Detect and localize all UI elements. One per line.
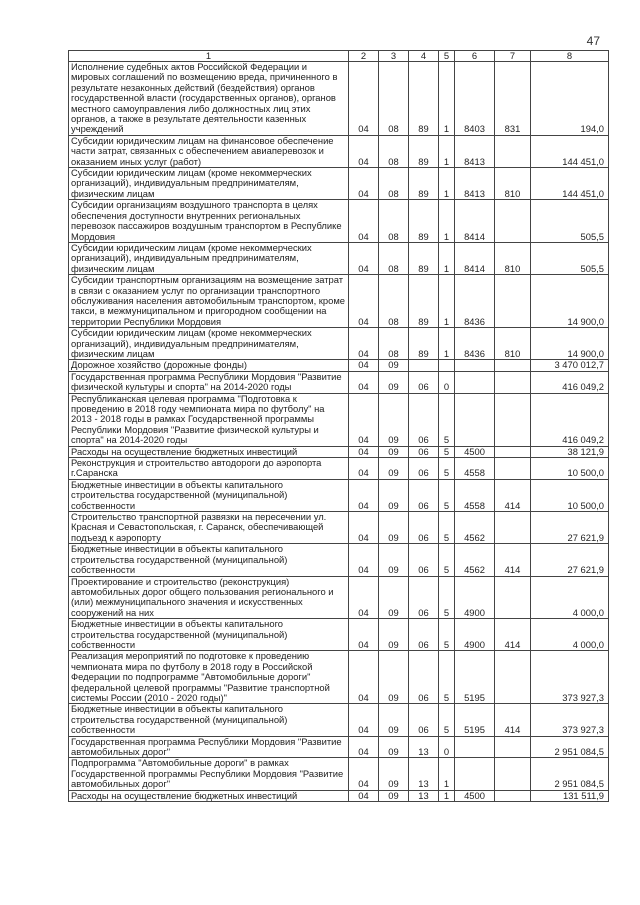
section-code: 04 bbox=[349, 576, 379, 619]
expense-type-code bbox=[495, 446, 531, 457]
row-description: Субсидии организациям воздушного транспорта в целях обеспечения доступности внутренних региональных перевозок пассажиров воздушным транспортом в Республике Мордовия bbox=[69, 200, 349, 243]
subsection-code: 09 bbox=[379, 371, 409, 393]
expense-type-code bbox=[495, 275, 531, 328]
table-row bbox=[69, 790, 609, 801]
article-code bbox=[455, 736, 495, 758]
amount-value: 373 927,3 bbox=[531, 651, 609, 704]
table-row bbox=[69, 479, 609, 511]
section-code: 04 bbox=[349, 135, 379, 167]
row-description: Строительство транспортной развязки на пересечении ул. Красная и Севастопольская, г. Саранск, обеспечивающей подъезд к аэропорту bbox=[69, 512, 349, 544]
column-header: 1 bbox=[69, 51, 349, 62]
program-code: 13 bbox=[409, 736, 439, 758]
section-code: 04 bbox=[349, 458, 379, 480]
column-header: 8 bbox=[531, 51, 609, 62]
section-code: 04 bbox=[349, 479, 379, 511]
subprogram-code: 1 bbox=[439, 168, 455, 200]
table-row bbox=[69, 544, 609, 576]
subsection-code: 09 bbox=[379, 479, 409, 511]
article-code: 8414 bbox=[455, 242, 495, 274]
amount-value: 416 049,2 bbox=[531, 371, 609, 393]
subsection-code: 09 bbox=[379, 446, 409, 457]
subsection-code: 08 bbox=[379, 135, 409, 167]
subprogram-code: 5 bbox=[439, 651, 455, 704]
section-code: 04 bbox=[349, 275, 379, 328]
article-code: 8403 bbox=[455, 62, 495, 136]
article-code: 8436 bbox=[455, 275, 495, 328]
table-row bbox=[69, 360, 609, 371]
table-row bbox=[69, 651, 609, 704]
row-description: Субсидии юридическим лицам на финансовое обеспечение части затрат, связанных с обеспечением авиаперевозок и оказанием иных услуг (работ) bbox=[69, 135, 349, 167]
section-code: 04 bbox=[349, 200, 379, 243]
expense-type-code bbox=[495, 736, 531, 758]
amount-value: 14 900,0 bbox=[531, 328, 609, 360]
amount-value: 373 927,3 bbox=[531, 704, 609, 736]
table-row bbox=[69, 135, 609, 167]
article-code: 4900 bbox=[455, 619, 495, 651]
subprogram-code: 1 bbox=[439, 275, 455, 328]
subsection-code: 09 bbox=[379, 790, 409, 801]
row-description: Государственная программа Республики Мордовия "Развитие физической культуры и спорта" на 2014-2020 годы bbox=[69, 371, 349, 393]
expense-type-code bbox=[495, 200, 531, 243]
page-number: 47 bbox=[586, 34, 600, 48]
amount-value: 4 000,0 bbox=[531, 576, 609, 619]
table-row bbox=[69, 736, 609, 758]
section-code: 04 bbox=[349, 328, 379, 360]
row-description: Республиканская целевая программа "Подготовка к проведению в 2018 году чемпионата мира по футболу" на 2013 - 2018 годы в рамках Государственной программы Республики Мордовия "Развитие физической культуры и спорта" на 2014-2020 годы bbox=[69, 393, 349, 446]
amount-value: 10 500,0 bbox=[531, 479, 609, 511]
table-row bbox=[69, 393, 609, 446]
subsection-code: 08 bbox=[379, 168, 409, 200]
subsection-code: 09 bbox=[379, 619, 409, 651]
article-code: 4562 bbox=[455, 544, 495, 576]
table-row bbox=[69, 758, 609, 790]
program-code: 06 bbox=[409, 576, 439, 619]
expense-type-code: 810 bbox=[495, 242, 531, 274]
expense-type-code bbox=[495, 790, 531, 801]
subprogram-code: 1 bbox=[439, 242, 455, 274]
article-code: 4558 bbox=[455, 479, 495, 511]
article-code: 8436 bbox=[455, 328, 495, 360]
program-code: 06 bbox=[409, 479, 439, 511]
table-row bbox=[69, 371, 609, 393]
row-description: Бюджетные инвестиции в объекты капитального строительства государственной (муниципальной) собственности bbox=[69, 704, 349, 736]
expense-type-code bbox=[495, 393, 531, 446]
article-code bbox=[455, 758, 495, 790]
row-description: Исполнение судебных актов Российской Федерации и мировых соглашений по возмещению вреда, причиненного в результате незаконных действий (бездействия) органов государственной власти (государственных органов), органов местного самоуправления либо должностных лиц этих органов, а также в результате деятельности казенных учреждений bbox=[69, 62, 349, 136]
subprogram-code: 1 bbox=[439, 328, 455, 360]
expense-type-code bbox=[495, 758, 531, 790]
column-header: 3 bbox=[379, 51, 409, 62]
table-row bbox=[69, 704, 609, 736]
amount-value: 4 000,0 bbox=[531, 619, 609, 651]
section-code: 04 bbox=[349, 446, 379, 457]
subprogram-code: 5 bbox=[439, 393, 455, 446]
table-row bbox=[69, 576, 609, 619]
program-code: 06 bbox=[409, 544, 439, 576]
table-row bbox=[69, 328, 609, 360]
subprogram-code: 5 bbox=[439, 479, 455, 511]
subprogram-code: 0 bbox=[439, 736, 455, 758]
subsection-code: 08 bbox=[379, 328, 409, 360]
header-row bbox=[69, 51, 609, 62]
table-body bbox=[69, 62, 609, 802]
amount-value: 144 451,0 bbox=[531, 168, 609, 200]
amount-value: 14 900,0 bbox=[531, 275, 609, 328]
amount-value: 416 049,2 bbox=[531, 393, 609, 446]
program-code: 06 bbox=[409, 446, 439, 457]
program-code: 89 bbox=[409, 200, 439, 243]
expense-type-code: 831 bbox=[495, 62, 531, 136]
section-code: 04 bbox=[349, 371, 379, 393]
section-code: 04 bbox=[349, 790, 379, 801]
section-code: 04 bbox=[349, 62, 379, 136]
subsection-code: 09 bbox=[379, 576, 409, 619]
table-row bbox=[69, 62, 609, 136]
section-code: 04 bbox=[349, 651, 379, 704]
subsection-code: 08 bbox=[379, 275, 409, 328]
amount-value: 131 511,9 bbox=[531, 790, 609, 801]
subprogram-code: 5 bbox=[439, 619, 455, 651]
article-code: 4500 bbox=[455, 790, 495, 801]
program-code: 13 bbox=[409, 790, 439, 801]
article-code: 8414 bbox=[455, 200, 495, 243]
amount-value: 3 470 012,7 bbox=[531, 360, 609, 371]
subsection-code: 09 bbox=[379, 736, 409, 758]
program-code: 89 bbox=[409, 168, 439, 200]
row-description: Бюджетные инвестиции в объекты капитального строительства государственной (муниципальной) собственности bbox=[69, 619, 349, 651]
section-code: 04 bbox=[349, 360, 379, 371]
subsection-code: 09 bbox=[379, 458, 409, 480]
section-code: 04 bbox=[349, 544, 379, 576]
column-header: 5 bbox=[439, 51, 455, 62]
article-code: 5195 bbox=[455, 651, 495, 704]
subprogram-code: 1 bbox=[439, 135, 455, 167]
subsection-code: 09 bbox=[379, 704, 409, 736]
program-code: 06 bbox=[409, 651, 439, 704]
amount-value: 505,5 bbox=[531, 242, 609, 274]
expense-type-code: 414 bbox=[495, 704, 531, 736]
row-description: Субсидии транспортным организациям на возмещение затрат в связи с оказанием услуг по организации транспортного обслуживания населения автомобильным транспортом, кроме такси, в межмуниципальном и пригородном сообщении на территории Республики Мордовия bbox=[69, 275, 349, 328]
section-code: 04 bbox=[349, 758, 379, 790]
article-code: 4558 bbox=[455, 458, 495, 480]
article-code: 8413 bbox=[455, 135, 495, 167]
program-code: 89 bbox=[409, 275, 439, 328]
subsection-code: 08 bbox=[379, 62, 409, 136]
expense-type-code bbox=[495, 651, 531, 704]
program-code: 06 bbox=[409, 512, 439, 544]
section-code: 04 bbox=[349, 619, 379, 651]
subsection-code: 09 bbox=[379, 544, 409, 576]
column-header: 4 bbox=[409, 51, 439, 62]
article-code: 5195 bbox=[455, 704, 495, 736]
subprogram-code: 1 bbox=[439, 200, 455, 243]
expense-type-code bbox=[495, 576, 531, 619]
program-code: 06 bbox=[409, 458, 439, 480]
expense-type-code bbox=[495, 371, 531, 393]
table-row bbox=[69, 512, 609, 544]
article-code: 4562 bbox=[455, 512, 495, 544]
row-description: Дорожное хозяйство (дорожные фонды) bbox=[69, 360, 349, 371]
article-code: 4900 bbox=[455, 576, 495, 619]
amount-value: 27 621,9 bbox=[531, 544, 609, 576]
subprogram-code: 5 bbox=[439, 512, 455, 544]
row-description: Проектирование и строительство (реконструкция) автомобильных дорог общего пользования регионального и (или) межмуниципального значения и искусственных сооружений на них bbox=[69, 576, 349, 619]
article-code bbox=[455, 371, 495, 393]
section-code: 04 bbox=[349, 242, 379, 274]
program-code: 06 bbox=[409, 704, 439, 736]
amount-value: 38 121,9 bbox=[531, 446, 609, 457]
article-code bbox=[455, 393, 495, 446]
subprogram-code: 5 bbox=[439, 446, 455, 457]
subprogram-code: 0 bbox=[439, 371, 455, 393]
column-header: 6 bbox=[455, 51, 495, 62]
program-code: 89 bbox=[409, 135, 439, 167]
subprogram-code: 1 bbox=[439, 790, 455, 801]
subsection-code: 09 bbox=[379, 393, 409, 446]
program-code: 89 bbox=[409, 328, 439, 360]
expense-type-code: 414 bbox=[495, 619, 531, 651]
row-description: Субсидии юридическим лицам (кроме некоммерческих организаций), индивидуальным предпринимателям, физическим лицам bbox=[69, 328, 349, 360]
row-description: Расходы на осуществление бюджетных инвестиций bbox=[69, 790, 349, 801]
program-code: 13 bbox=[409, 758, 439, 790]
table-row bbox=[69, 242, 609, 274]
budget-table bbox=[68, 50, 609, 802]
expense-type-code bbox=[495, 512, 531, 544]
subsection-code: 09 bbox=[379, 651, 409, 704]
amount-value: 194,0 bbox=[531, 62, 609, 136]
subsection-code: 09 bbox=[379, 758, 409, 790]
section-code: 04 bbox=[349, 736, 379, 758]
program-code: 89 bbox=[409, 242, 439, 274]
program-code: 06 bbox=[409, 619, 439, 651]
subprogram-code: 5 bbox=[439, 576, 455, 619]
subprogram-code: 5 bbox=[439, 704, 455, 736]
section-code: 04 bbox=[349, 393, 379, 446]
subprogram-code: 5 bbox=[439, 544, 455, 576]
article-code: 4500 bbox=[455, 446, 495, 457]
section-code: 04 bbox=[349, 704, 379, 736]
row-description: Бюджетные инвестиции в объекты капитального строительства государственной (муниципальной) собственности bbox=[69, 544, 349, 576]
program-code: 06 bbox=[409, 371, 439, 393]
subprogram-code: 1 bbox=[439, 62, 455, 136]
row-description: Бюджетные инвестиции в объекты капитального строительства государственной (муниципальной) собственности bbox=[69, 479, 349, 511]
row-description: Расходы на осуществление бюджетных инвестиций bbox=[69, 446, 349, 457]
amount-value: 505,5 bbox=[531, 200, 609, 243]
column-header: 7 bbox=[495, 51, 531, 62]
table-row bbox=[69, 275, 609, 328]
table-row bbox=[69, 200, 609, 243]
subsection-code: 08 bbox=[379, 242, 409, 274]
row-description: Субсидии юридическим лицам (кроме некоммерческих организаций), индивидуальным предпринимателям, физическим лицам bbox=[69, 168, 349, 200]
article-code bbox=[455, 360, 495, 371]
section-code: 04 bbox=[349, 512, 379, 544]
expense-type-code: 810 bbox=[495, 328, 531, 360]
section-code: 04 bbox=[349, 168, 379, 200]
program-code: 89 bbox=[409, 62, 439, 136]
row-description: Реализация мероприятий по подготовке к проведению чемпионата мира по футболу в 2018 году в Российской Федерации по подпрограмме "Автомобильные дороги" федеральной целевой программы "Развитие транспортной системы России (2010 - 2020 годы)" bbox=[69, 651, 349, 704]
program-code: 06 bbox=[409, 393, 439, 446]
expense-type-code: 810 bbox=[495, 168, 531, 200]
subprogram-code: 1 bbox=[439, 758, 455, 790]
row-description: Государственная программа Республики Мордовия "Развитие автомобильных дорог" bbox=[69, 736, 349, 758]
subprogram-code: 5 bbox=[439, 458, 455, 480]
expense-type-code bbox=[495, 135, 531, 167]
amount-value: 2 951 084,5 bbox=[531, 736, 609, 758]
subsection-code: 09 bbox=[379, 512, 409, 544]
program-code bbox=[409, 360, 439, 371]
expense-type-code: 414 bbox=[495, 544, 531, 576]
column-header: 2 bbox=[349, 51, 379, 62]
amount-value: 144 451,0 bbox=[531, 135, 609, 167]
expense-type-code: 414 bbox=[495, 479, 531, 511]
row-description: Субсидии юридическим лицам (кроме некоммерческих организаций), индивидуальным предпринимателям, физическим лицам bbox=[69, 242, 349, 274]
row-description: Реконструкция и строительство автодороги до аэропорта г.Саранска bbox=[69, 458, 349, 480]
amount-value: 10 500,0 bbox=[531, 458, 609, 480]
table-row bbox=[69, 619, 609, 651]
table-row bbox=[69, 458, 609, 480]
expense-type-code bbox=[495, 360, 531, 371]
table-row bbox=[69, 446, 609, 457]
amount-value: 2 951 084,5 bbox=[531, 758, 609, 790]
table-row bbox=[69, 168, 609, 200]
expense-type-code bbox=[495, 458, 531, 480]
subsection-code: 08 bbox=[379, 200, 409, 243]
subsection-code: 09 bbox=[379, 360, 409, 371]
subprogram-code bbox=[439, 360, 455, 371]
row-description: Подпрограмма "Автомобильные дороги" в рамках Государственной программы Республики Мордовия "Развитие автомобильных дорог" bbox=[69, 758, 349, 790]
article-code: 8413 bbox=[455, 168, 495, 200]
amount-value: 27 621,9 bbox=[531, 512, 609, 544]
